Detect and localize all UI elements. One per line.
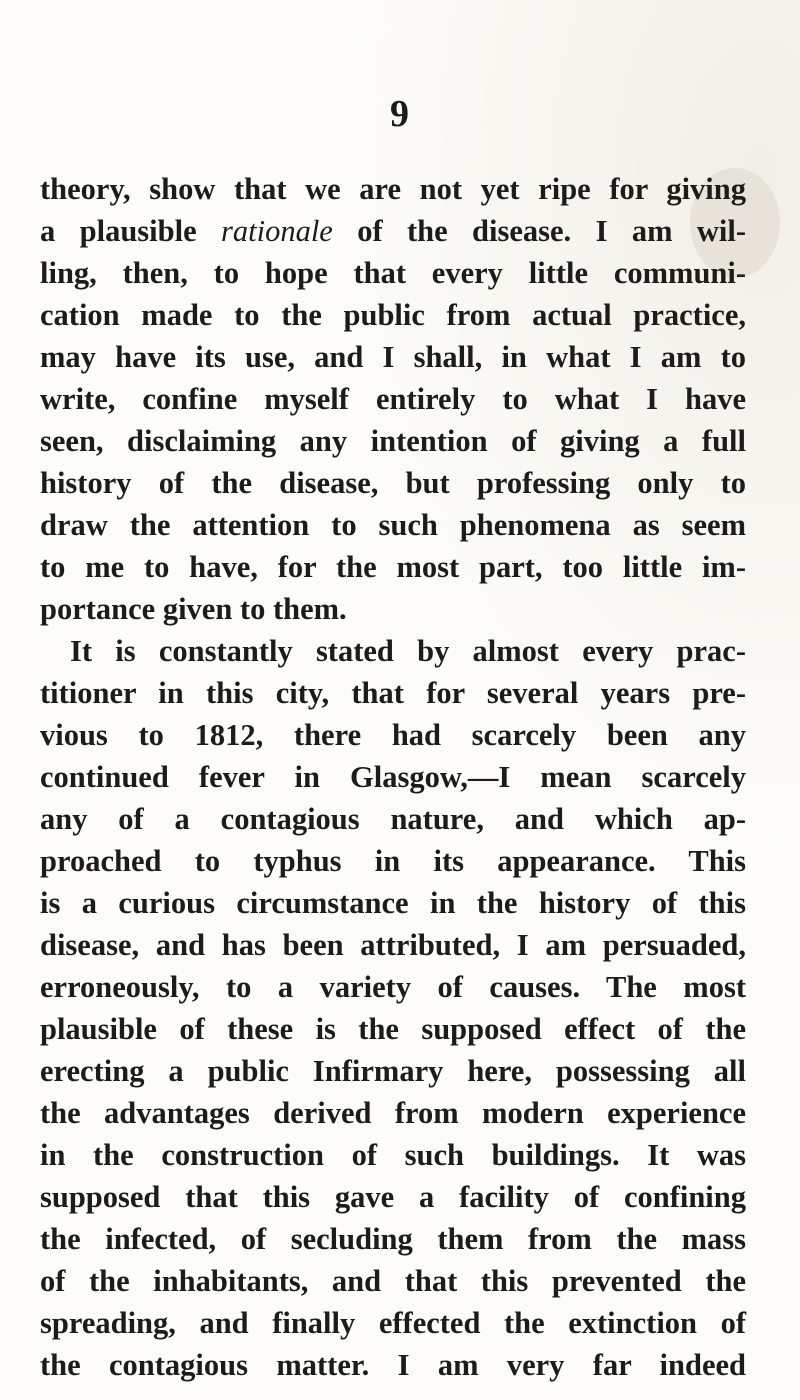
text-line: the advantages derived from modern experience — [40, 1096, 746, 1130]
italic-term: rationale — [221, 214, 333, 248]
text-line: draw the attention to such phenomena as seem — [40, 508, 746, 542]
text-line: theory, show that we are not yet ripe for giving — [40, 172, 746, 206]
text-line: the contagious matter. I am very far indeed — [40, 1348, 746, 1382]
text-line: proached to typhus in its appearance. This — [40, 844, 746, 878]
text-line: supposed that this gave a facility of confining — [40, 1180, 746, 1214]
text-line: titioner in this city, that for several years pre- — [40, 676, 746, 710]
text-line: any of a contagious nature, and which ap- — [40, 802, 746, 836]
text-line: spreading, and finally effected the extinction of — [40, 1306, 746, 1340]
text-line: seen, disclaiming any intention of giving a full — [40, 424, 746, 458]
text-line: write, confine myself entirely to what I have — [40, 382, 746, 416]
text-line: continued fever in Glasgow,—I mean scarcely — [40, 760, 746, 794]
text-line: of the inhabitants, and that this prevented the — [40, 1264, 746, 1298]
text-line: to me to have, for the most part, too little im- — [40, 550, 746, 584]
text-line: history of the disease, but professing only to — [40, 466, 746, 500]
text-line: ling, then, to hope that every little communi- — [40, 256, 746, 290]
text-line: portance given to them. — [40, 592, 347, 626]
text-line: is a curious circumstance in the history of this — [40, 886, 746, 920]
page-number: 9 — [390, 93, 410, 135]
text-line: the infected, of secluding them from the mass — [40, 1222, 746, 1256]
text-line: cation made to the public from actual practice, — [40, 298, 746, 332]
text-line: vious to 1812, there had scarcely been any — [40, 718, 746, 752]
paragraph-start-line: It is constantly stated by almost every prac- — [70, 634, 746, 668]
text-line: a plausible rationale of the disease. I am wil- — [40, 214, 746, 248]
text-line: erecting a public Infirmary here, possessing all — [40, 1054, 746, 1088]
text-line: plausible of these is the supposed effect of the — [40, 1012, 746, 1046]
text-line: in the construction of such buildings. It was — [40, 1138, 746, 1172]
text-line: disease, and has been attributed, I am persuaded, — [40, 928, 746, 962]
text-line: erroneously, to a variety of causes. The most — [40, 970, 746, 1004]
text-line: may have its use, and I shall, in what I am to — [40, 340, 746, 374]
body-text — [40, 168, 746, 1386]
